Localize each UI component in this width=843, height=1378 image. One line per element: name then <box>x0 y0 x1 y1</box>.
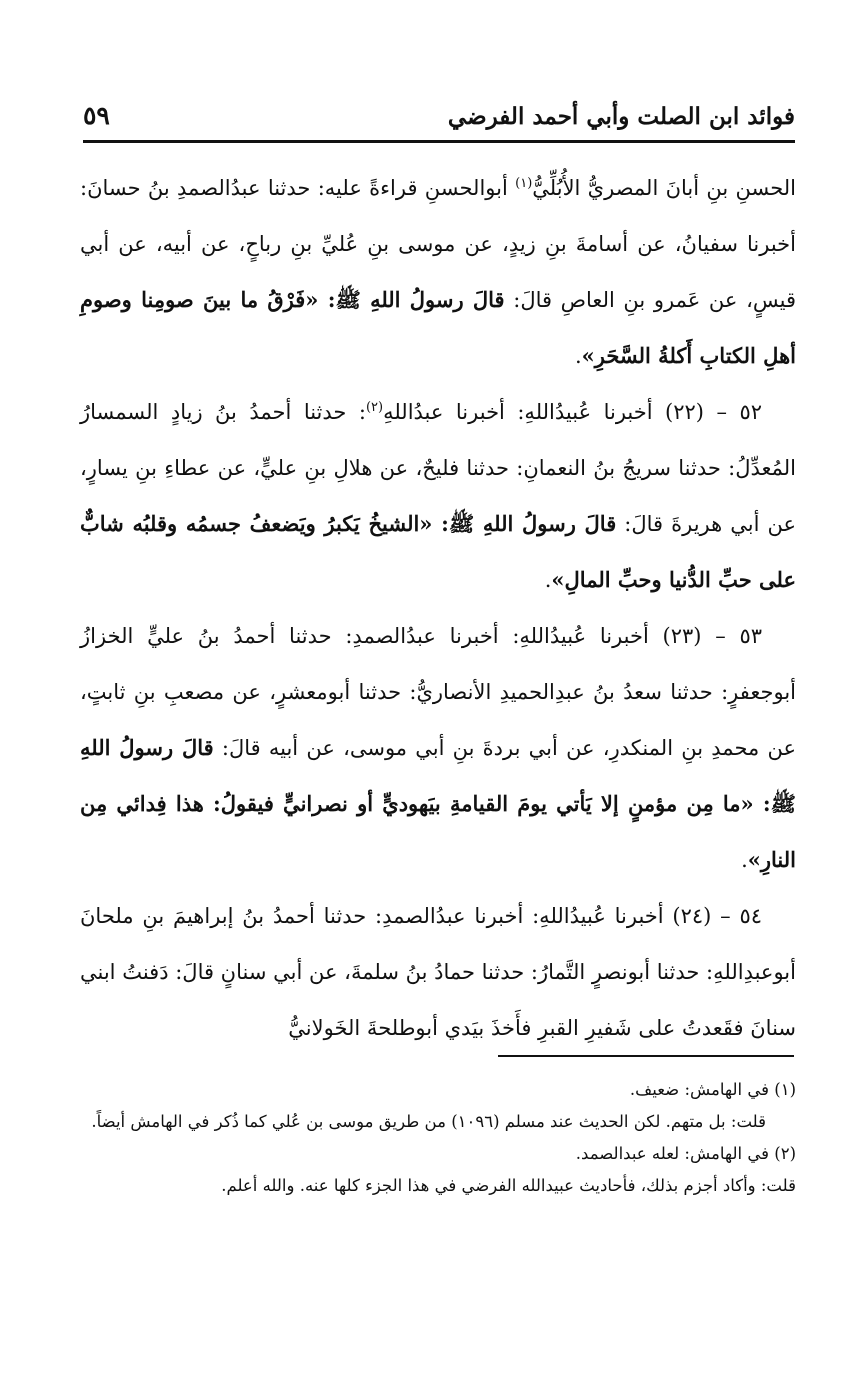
footnote-ref-2: (٢) <box>365 400 384 415</box>
p1-text-b: أبوالحسنِ قراءةً عليه: حدثنا عبدُالصمدِ بنُ حسانَ: أخبرنا سفيانُ، عن أسامةَ بنِ زيدٍ، عن موسى بنِ عُليِّ بنِ رباحٍ، عن أبيه، عن أبي قيسٍ، عن عَمرو بنِ العاصِ قالَ: <box>80 176 796 312</box>
footnote-2: (٢) في الهامش: لعله عبدالصمد. <box>575 1144 796 1163</box>
footnote-1-note: قلت: بل متهم. لكن الحديث عند مسلم (١٠٩٦) من طريق موسى بن عُلي كما ذُكر في الهامش أيضاً. <box>91 1112 766 1131</box>
main-text <box>80 160 796 1056</box>
p3-end: . <box>741 848 748 872</box>
footnote-1: (١) في الهامش: ضعيف. <box>629 1080 796 1099</box>
paragraph-54 <box>80 888 796 1056</box>
paragraph-52 <box>80 384 796 608</box>
footnote-rule <box>498 1055 794 1057</box>
page-number: ٥٩ <box>83 101 110 130</box>
footnote-ref-1: (١) <box>515 176 533 191</box>
p2-hadith: قالَ رسولُ اللهِ ﷺ: «الشيخُ يَكبرُ ويَضعفُ جسمُه وقلبُه شابٌّ على حبِّ الدُّنيا وحبِّ المالِ» <box>80 511 796 592</box>
p2-end: . <box>544 568 552 592</box>
paragraph-53 <box>80 608 796 888</box>
p1-end: . <box>574 344 582 368</box>
footnote-2-note: قلت: وأكاد أجزم بذلك، فأحاديث عبيدالله الفرضي في هذا الجزء كلها عنه. والله أعلم. <box>221 1176 796 1195</box>
footnotes <box>80 1074 796 1202</box>
p2-text-b: : حدثنا أحمدُ بنُ زيادٍ السمسارُ المُعدِّلُ: حدثنا سريجُ بنُ النعمانِ: حدثنا فليحٌ، عن هلالِ بنِ عليٍّ، عن عطاءِ بنِ يسارٍ، عن أبي هريرةَ قالَ: <box>80 400 796 536</box>
header-rule <box>83 140 795 143</box>
p2-text-a: ٥٢ – (٢٢) أخبرنا عُبيدُاللهِ: أخبرنا عبدُاللهِ <box>383 400 762 424</box>
p3-hadith: قالَ رسولُ اللهِ ﷺ: «ما مِن مؤمنٍ إلا يَأتي يومَ القيامةِ بيَهوديٍّ أو نصرانيٍّ فيقولُ: هذا فِدائي مِن النارِ» <box>80 735 796 872</box>
page-header <box>83 96 795 130</box>
p1-hadith: قالَ رسولُ اللهِ ﷺ: «فَرْقُ ما بينَ صومِنا وصومِ أهلِ الكتابِ أَكلةُ السَّحَرِ» <box>80 287 796 368</box>
paragraph-1 <box>80 160 796 384</box>
running-title: فوائد ابن الصلت وأبي أحمد الفرضي <box>447 103 795 130</box>
p4-text: ٥٤ – (٢٤) أخبرنا عُبيدُاللهِ: أخبرنا عبدُالصمدِ: حدثنا أحمدُ بنُ إبراهيمَ بنِ ملحانَ أبوعبدِاللهِ: حدثنا أبونصرٍ التَّمارُ: حدثنا حمادُ بنُ سلمةَ، عن أبي سنانٍ قالَ: دَفنتُ ابني سنانَ فقَعدتُ على شَفيرِ القبرِ فأَخذَ بيَدي أبوطلحةَ الخَولانيُّ <box>80 904 796 1040</box>
p3-text-a: ٥٣ – (٢٣) أخبرنا عُبيدُاللهِ: أخبرنا عبدُالصمدِ: حدثنا أحمدُ بنُ عليٍّ الخزازُ أبوجعفرٍ: حدثنا سعدُ بنُ عبدِالحميدِ الأنصاريُّ: حدثنا أبومعشرٍ، عن مصعبِ بنِ ثابتٍ، عن محمدِ بنِ المنكدرِ، عن أبي بردةَ بنِ أبي موسى، عن أبيه قالَ: <box>80 624 797 760</box>
p1-text-a: الحسنِ بنِ أبانَ المصريُّ الأُبُلِّيُّ <box>532 176 797 200</box>
